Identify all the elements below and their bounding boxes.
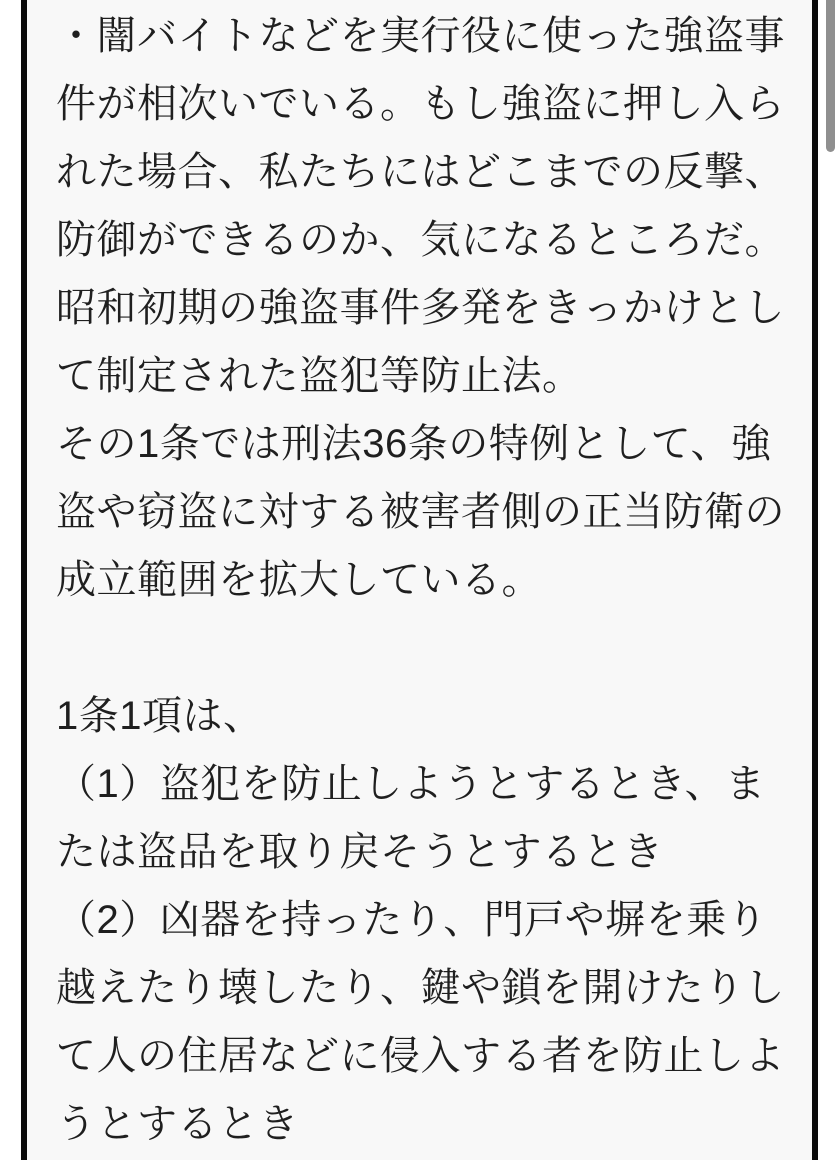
- text-line: その1条では刑法36条の特例として、強: [56, 422, 772, 466]
- scrollbar-thumb[interactable]: [826, 0, 835, 152]
- text-line: （2）凶器を持ったり、門戸や塀を乗り: [56, 898, 768, 942]
- text-line: うとするとき: [56, 1102, 299, 1146]
- text-line: 成立範囲を拡大している。: [56, 558, 542, 602]
- text-line: 件が相次いでいる。もし強盗に押し入ら: [56, 82, 785, 126]
- article-frame: [21, 0, 818, 1160]
- text-line: 昭和初期の強盗事件多発をきっかけとし: [56, 286, 785, 330]
- text-line: [56, 614, 788, 682]
- text-line: 防御ができるのか、気になるところだ。: [56, 218, 785, 262]
- text-line: 1条1項は、: [56, 694, 264, 738]
- text-line: れた場合、私たちにはどこまでの反撃、: [56, 150, 785, 194]
- text-line: たは盗品を取り戻そうとするとき: [56, 830, 664, 874]
- article-text: [27, 0, 812, 1158]
- text-line: て制定された盗犯等防止法。: [56, 354, 583, 398]
- text-line: 盗や窃盗に対する被害者側の正当防衛の: [56, 490, 785, 534]
- text-line: 越えたり壊したり、鍵や鎖を開けたりし: [56, 966, 785, 1010]
- text-line: ・闇バイトなどを実行役に使った強盗事: [56, 14, 785, 58]
- text-line: て人の住居などに侵入する者を防止しよ: [56, 1034, 785, 1078]
- text-line: （1）盗犯を防止しようとするとき、ま: [56, 762, 766, 806]
